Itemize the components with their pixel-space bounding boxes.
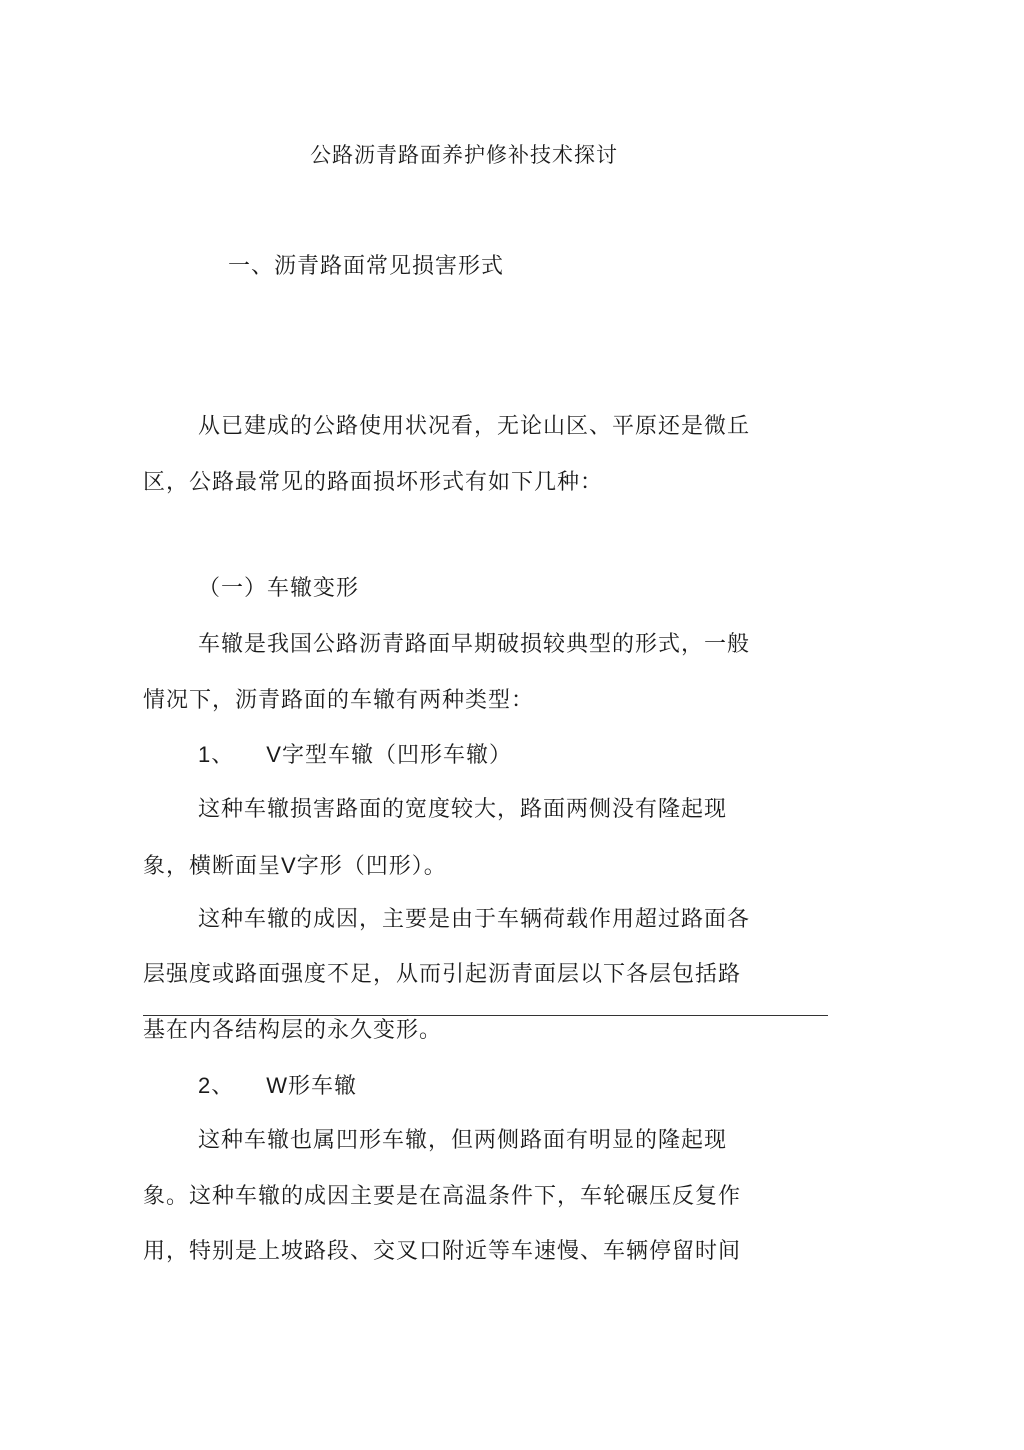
document-title: 公路沥青路面养护修补技术探讨 (310, 143, 618, 167)
list-item-1-number: 1、 (198, 742, 235, 767)
paragraph-5-line-3: 用，特别是上坡路段、交叉口附近等车速慢、车辆停留时间 (143, 1239, 742, 1264)
list-item-1 (198, 740, 512, 771)
paragraph-3-line-2-letter: V (281, 853, 297, 878)
list-item-2-number: 2、 (198, 1073, 235, 1098)
paragraph-3-line-2-start: 象，横断面呈 (143, 854, 282, 879)
paragraph-5-line-2: 象。这种车辙的成因主要是在高温条件下，车轮碾压反复作 (143, 1184, 742, 1209)
paragraph-2-line-1: 车辙是我国公路沥青路面早期破损较典型的形式，一般 (198, 632, 751, 657)
paragraph-4-line-1: 这种车辙的成因，主要是由于车辆荷载作用超过路面各 (198, 907, 751, 932)
paragraph-2-line-2: 情况下，沥青路面的车辙有两种类型： (143, 688, 535, 713)
section-heading: 一、沥青路面常见损害形式 (228, 254, 505, 279)
paragraph-3-line-2 (143, 851, 447, 882)
list-item-2-letter: W (266, 1073, 289, 1098)
paragraph-3-line-1: 这种车辙损害路面的宽度较大，路面两侧没有隆起现 (198, 797, 728, 822)
paragraph-1-line-2: 区，公路最常见的路面损坏形式有如下几种： (143, 470, 604, 495)
paragraph-1-line-1: 从已建成的公路使用状况看，无论山区、平原还是微丘 (198, 414, 751, 439)
paragraph-3-line-2-end: 字形（凹形）。 (296, 854, 447, 879)
list-item-1-text: 字型车辙（凹形车辙） (281, 743, 512, 768)
list-item-2 (198, 1071, 357, 1102)
paragraph-4-line-3: 基在内各结构层的永久变形。 (143, 1018, 443, 1043)
list-item-2-text: 形车辙 (288, 1074, 358, 1099)
list-item-1-letter: V (266, 742, 282, 767)
subsection-heading: （一）车辙变形 (198, 576, 360, 601)
paragraph-5-line-1: 这种车辙也属凹形车辙，但两侧路面有明显的隆起现 (198, 1128, 728, 1153)
paragraph-4-line-2: 层强度或路面强度不足，从而引起沥青面层以下各层包括路 (143, 962, 742, 987)
